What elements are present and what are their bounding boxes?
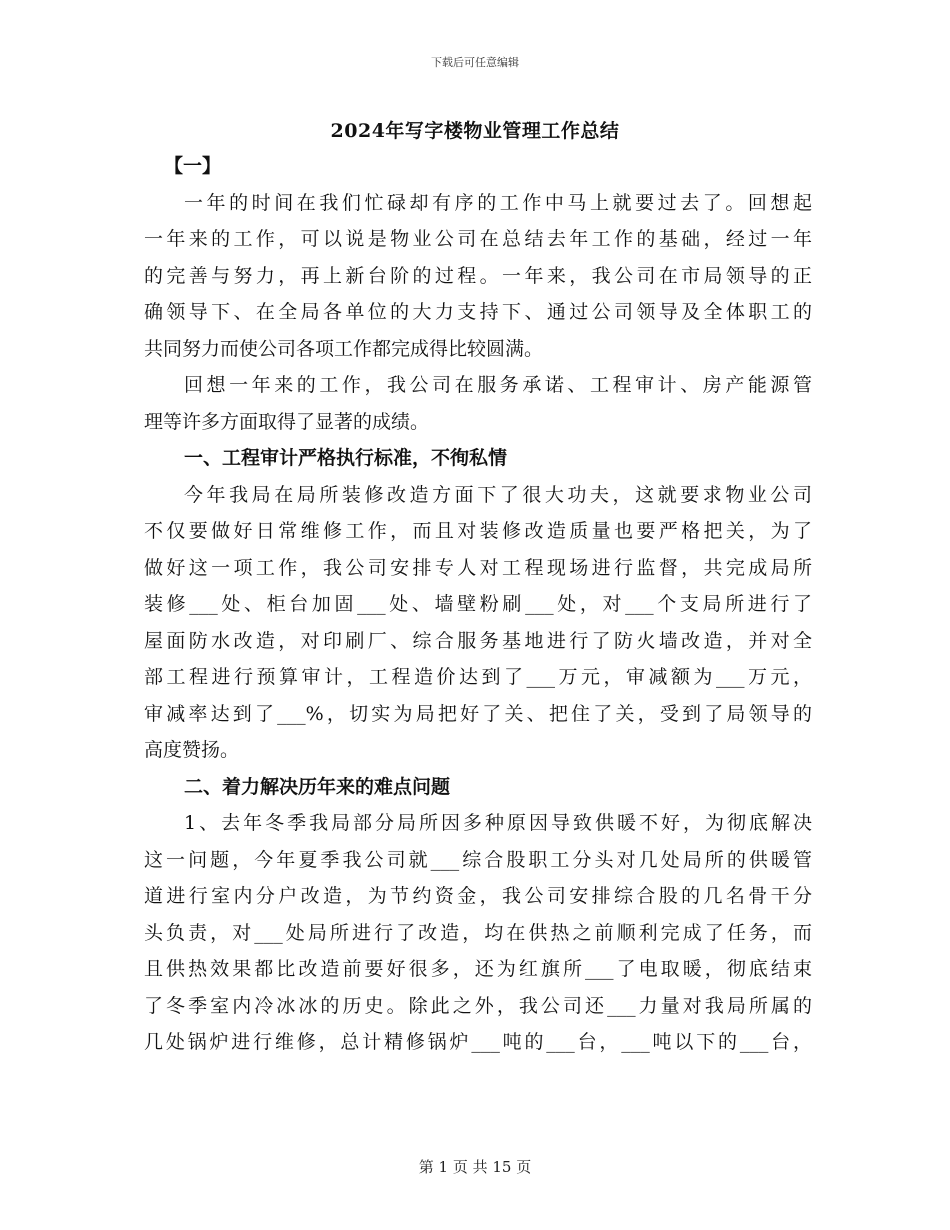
paragraph-line: 屋面防水改造，对印刷厂、综合服务基地进行了防火墙改造，并对全 (144, 629, 812, 652)
paragraph-line: 道进行室内分户改造，为节约资金，我公司安排综合股的几名骨干分 (144, 885, 812, 907)
paragraph-line: 装修___处、柜台加固___处、墙壁粉刷___处，对___个支局所进行了 (144, 593, 812, 615)
page-header: 下载后可任意编辑 (431, 56, 519, 69)
page-footer: 第 1 页 共 15 页 (418, 1158, 532, 1176)
paragraph-line: 今年我局在局所装修改造方面下了很大功夫，这就要求物业公司 (184, 483, 812, 506)
paragraph-line: 回想一年来的工作，我公司在服务承诺、工程审计、房产能源管 (184, 374, 812, 396)
paragraph-line: 一年来的工作，可以说是物业公司在总结去年工作的基础，经过一年 (144, 228, 812, 250)
paragraph-line: 头负责，对___处局所进行了改造，均在供热之前顺利完成了任务，而 (144, 921, 812, 944)
section-heading: 二、着力解决历年来的难点问题 (184, 775, 451, 798)
paragraph-line: 1、去年冬季我局部分局所因多种原因导致供暖不好，为彻底解决 (184, 812, 812, 834)
paragraph-line: 做好这一项工作，我公司安排专人对工程现场进行监督，共完成局所 (144, 556, 812, 579)
document-title: 2024年写字楼物业管理工作总结 (330, 120, 620, 142)
paragraph-line: 确领导下、在全局各单位的大力支持下、通过公司领导及全体职工的 (144, 301, 812, 323)
paragraph-line: 高度赞扬。 (144, 739, 240, 761)
paragraph-line: 且供热效果都比改造前要好很多，还为红旗所___了电取暖，彻底结束 (144, 958, 812, 980)
paragraph-line: 了冬季室内冷冰冰的历史。除此之外，我公司还___力量对我局所属的 (144, 994, 812, 1017)
paragraph-line: 审减率达到了___%，切实为局把好了关、把住了关，受到了局领导的 (144, 702, 812, 725)
paragraph-line: 理等许多方面取得了显著的成绩。 (144, 410, 430, 433)
document-body (144, 148, 812, 1061)
section-marker: 【一】 (164, 155, 222, 177)
paragraph-line: 这一问题，今年夏季我公司就___综合股职工分头对几处局所的供暖管 (144, 848, 812, 871)
paragraph-line: 一年的时间在我们忙碌却有序的工作中马上就要过去了。回想起 (184, 191, 812, 214)
paragraph-line: 的完善与努力，再上新台阶的过程。一年来，我公司在市局领导的正 (144, 264, 812, 287)
paragraph-line: 几处锅炉进行维修，总计精修锅炉___吨的___台，___吨以下的___台， (144, 1031, 812, 1053)
paragraph-line: 部工程进行预算审计，工程造价达到了___万元，审减额为___万元， (144, 666, 812, 688)
section-heading: 一、工程审计严格执行标准，不徇私情 (184, 447, 508, 469)
paragraph-line: 共同努力而使公司各项工作都完成得比较圆满。 (144, 337, 544, 360)
paragraph-line: 不仅要做好日常维修工作，而且对装修改造质量也要严格把关，为了 (144, 520, 812, 542)
